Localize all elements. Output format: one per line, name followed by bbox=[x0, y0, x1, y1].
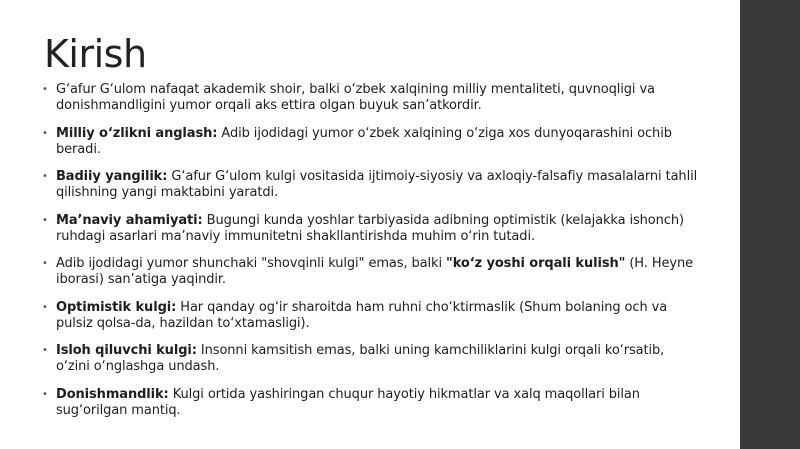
bullet-dot-icon: • bbox=[42, 214, 48, 226]
bullet-text: Har qanday og‘ir sharoitda ham ruhni cho‘ktirmaslik (Shum bolaning och va pulsiz qolsa-da, hazildan to‘xtamasligi). bbox=[56, 299, 668, 331]
bullet-item bbox=[42, 213, 702, 245]
bullet-text: Insonni kamsitish emas, balki uning kamchiliklarini kulgi orqali ko‘rsatib, o‘zini o‘nglashga undash. bbox=[56, 343, 665, 374]
bullet-dot-icon: • bbox=[42, 84, 48, 95]
bullet-text: Adib ijodidagi yumor shunchaki "shovqinli kulgi" emas, balki bbox=[56, 256, 447, 271]
bullet-text: Kulgi ortida yashiringan chuqur hayotiy hikmatlar va xalq maqollari bilan sug‘orilgan mantiq. bbox=[56, 386, 640, 418]
bullet-item bbox=[42, 169, 702, 201]
bullet-dot-icon: • bbox=[42, 258, 48, 269]
bullet-dot-icon: • bbox=[42, 345, 48, 356]
bullet-item bbox=[42, 343, 702, 375]
bullet-text: G‘afur G‘ulom nafaqat akademik shoir, balki o‘zbek xalqining milliy mentaliteti, quvnoqligi va donishmandligini yumor orqali aks ettira olgan buyuk san’atkordir. bbox=[56, 82, 655, 113]
bullet-lead: Optimistik kulgi: bbox=[56, 299, 177, 315]
bullet-lead: Milliy o‘zlikni anglash: bbox=[56, 125, 218, 141]
bullet-item bbox=[42, 387, 702, 419]
bullet-text: Adib ijodidagi yumor o‘zbek xalqining o‘ziga xos dunyoqarashini ochib beradi. bbox=[56, 125, 672, 157]
bullet-lead: Badiiy yangilik: bbox=[56, 169, 168, 184]
bullet-dot-icon: • bbox=[42, 171, 48, 182]
bullet-item bbox=[42, 256, 702, 288]
bullet-lead: Donishmandlik: bbox=[56, 386, 169, 402]
bullet-text: G‘afur G‘ulom kulgi vositasida ijtimoiy-siyosiy va axloqiy-falsafiy masalalarni tahlil qilishning yangi maktabini yaratdi. bbox=[56, 169, 698, 200]
bullet-bold-tail: "ko‘z yoshi orqali kulish" bbox=[446, 256, 626, 271]
bullet-list bbox=[42, 82, 702, 430]
slide-title: Kirish bbox=[44, 32, 147, 76]
bullet-dot-icon: • bbox=[42, 388, 48, 400]
bullet-item bbox=[42, 126, 702, 158]
bullet-text: Bugungi kunda yoshlar tarbiyasida adibning optimistik (kelajakka ishonch) ruhdagi asarlari ma’naviy immunitetni shakllantirishda muhim o‘rin tutadi. bbox=[56, 212, 684, 244]
bullet-tail: (H. Heyne iborasi) san’atiga yaqindir. bbox=[56, 256, 694, 287]
bullet-lead: Ma’naviy ahamiyati: bbox=[56, 212, 203, 228]
bullet-dot-icon: • bbox=[42, 301, 48, 313]
bullet-dot-icon: • bbox=[42, 127, 48, 139]
bullet-item bbox=[42, 300, 702, 332]
bullet-lead: Isloh qiluvchi kulgi: bbox=[56, 343, 197, 358]
bullet-item bbox=[42, 82, 702, 114]
sidebar-panel bbox=[740, 0, 800, 449]
